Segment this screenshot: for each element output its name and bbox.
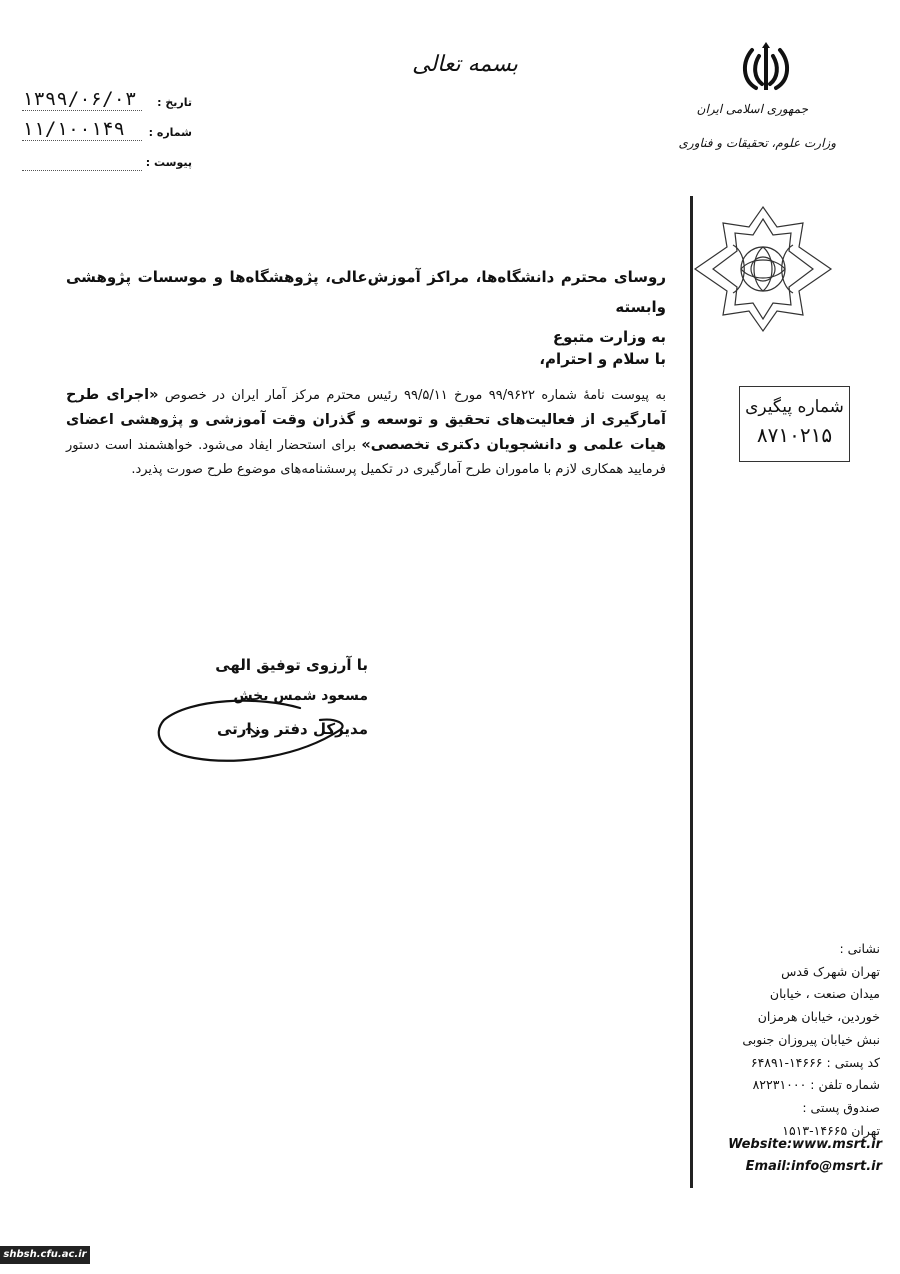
recipient — [66, 262, 666, 352]
para-tail: برای استحضار ایفاد می‌شود. — [198, 438, 362, 453]
address-line-1: تهران شهرک قدس — [781, 963, 880, 979]
attachment-row — [22, 148, 192, 178]
website-link[interactable]: Website:www.msrt.ir — [728, 1137, 882, 1152]
ornament-icon — [693, 205, 833, 333]
attachment-line — [22, 170, 142, 171]
greeting: با سلام و احترام، — [539, 350, 666, 368]
basmala: بسمه تعالی — [412, 52, 518, 77]
closing-phrase: با آرزوی توفیق الهی — [215, 656, 368, 674]
para-intro: به پیوست نامهٔ شماره ۹۹/۹۶۲۲ مورخ ۹۹/۵/۱۱ رئیس محترم مرکز آمار ایران در خصوص — [164, 388, 666, 403]
email-link[interactable]: Email:info@msrt.ir — [745, 1159, 882, 1174]
pobox-value: تهران ۱۴۶۶۵-۱۵۱۳ — [782, 1122, 880, 1138]
address-block — [720, 938, 880, 1142]
attachment-label: پیوست : — [145, 156, 192, 169]
date-label: تاریخ : — [157, 96, 192, 109]
signer-name: مسعود شمس بخش — [233, 688, 368, 704]
address-line-4: نبش خیابان پیروزان جنوبی — [742, 1031, 880, 1047]
number-row — [22, 118, 192, 148]
date-row — [22, 88, 192, 118]
org-line-1: جمهوری اسلامی ایران — [696, 102, 808, 116]
tracking-box — [739, 386, 850, 462]
contact-web — [720, 1134, 882, 1178]
para-request: خواهشمند است دستور فرمایید همکاری لازم با ماموران طرح آمارگیری در تکمیل پرسشنامه‌های موضوع طرح صورت پذیرد. — [66, 438, 666, 477]
pobox-label: صندوق پستی : — [802, 1099, 880, 1115]
letter-meta — [22, 88, 192, 178]
tracking-number: ۸۷۱۰۲۱۵ — [756, 423, 833, 447]
address-label: نشانی : — [839, 941, 880, 956]
address-line-3: خوردین، خیابان هرمزان — [757, 1009, 880, 1025]
phone-number: شماره تلفن : ۸۲۲۳۱۰۰۰ — [752, 1077, 880, 1093]
org-line-2: وزارت علوم، تحقیقات و فناوری — [678, 136, 836, 150]
address-line-2: میدان صنعت ، خیابان — [769, 986, 880, 1002]
postal-code: کد پستی : ۱۴۶۶۶-۶۴۸۹۱ — [750, 1054, 880, 1070]
letter-paragraph — [66, 383, 666, 482]
signer-title: مدیرکل دفتر وزارتی — [217, 720, 368, 738]
number-value: ۱۱/۱۰۰۱۴۹ — [22, 118, 125, 140]
iran-emblem-icon — [738, 40, 794, 96]
date-value: ۱۳۹۹/۰۶/۰۳ — [22, 88, 137, 110]
para-subject: «اجرای طرح آمارگیری از فعالیت‌های تحقیق و توسعه و گذران وقت آموزشی و پژوهشی اعضای هیات علمی و دانشجویان دکتری تخصصی» — [66, 387, 667, 453]
watermark: shbsh.cfu.ac.ir — [0, 1246, 90, 1264]
tracking-label: شماره پیگیری — [745, 397, 844, 417]
recipient-line-1: روسای محترم دانشگاه‌ها، مراکز آموزش‌عالی، پژوهشگاه‌ها و موسسات پژوهشی وابسته — [66, 268, 666, 316]
vertical-divider — [690, 196, 693, 1188]
recipient-line-2: به وزارت متبوع — [552, 328, 666, 346]
number-label: شماره : — [148, 126, 192, 139]
date-line — [22, 110, 142, 111]
number-line — [22, 140, 142, 141]
